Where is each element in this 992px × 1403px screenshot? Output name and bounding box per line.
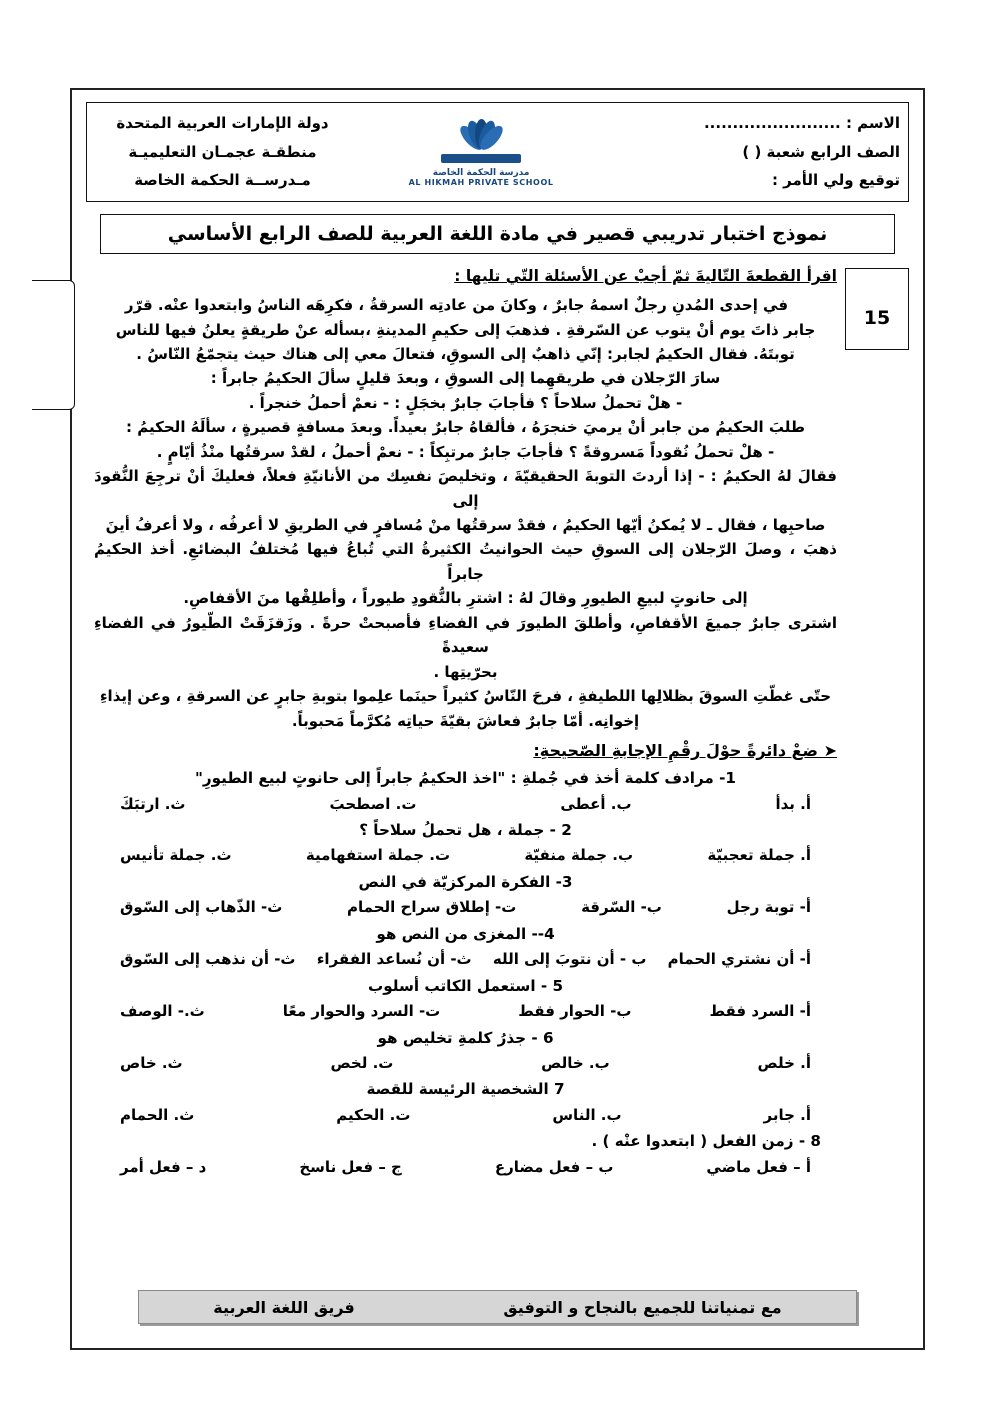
option-b[interactable]: ب- الحوار فقط (518, 1002, 632, 1021)
reading-instruction: اقرأ القطعةَ التّاليةَ ثمّ أجبْ عن الأسئلة التّي تليها : (454, 267, 837, 285)
passage-line: اشترى جابرٌ جميعَ الأقفاصِ، وأطلقَ الطيورَ في الفضاءِ فأصبحتْ حرةً . وزَقزَقَتْ الطّيورُ في الفضاءِ سعيدةً (94, 613, 837, 657)
question-options (94, 843, 837, 867)
question-text: 7 الشخصية الرئيسة للقصة (366, 1080, 565, 1099)
option-d[interactable]: ث- أن نذهب إلى السّوق (120, 950, 296, 969)
option-a[interactable]: أ. خلص (757, 1054, 811, 1073)
option-d[interactable]: ث. الحمام (120, 1106, 195, 1125)
question-options (94, 1103, 837, 1127)
option-d[interactable]: ث.- الوصف (120, 1002, 205, 1021)
passage-line: ذهبَ ، وصلَ الرّجلان إلى السوقِ حيث الحوانيتُ الكثيرةُ التي تُباعُ فيها مُختلفُ البضائعِ. أخذ الحكيمُ جابراً (94, 540, 837, 583)
header-student-info (604, 103, 908, 201)
option-c[interactable]: ت. جملة استفهامية (305, 846, 451, 865)
document-header (86, 102, 909, 202)
passage-line: فقالَ لهُ الحكيمُ : - إذا أردتَ التوبةَ الحقيقيّةَ ، وتخليصَ نفسِك من الأنانيّةِ فعلاً، فعليكَ أنْ ترجِعَ النُّقودَ إلى (94, 467, 837, 510)
passage-line: جابر ذاتَ يوم أنْ يتوب عن السّرقةِ . فذهبَ إلى حكيمِ المدينةِ ،بسأله عنْ طريقةٍ يعلنُ فيها للناس (115, 320, 816, 339)
question-text: 6 - جذرُ كلمةِ تخليص هو (377, 1028, 554, 1047)
header-authority-info (87, 103, 358, 201)
question-options (94, 1051, 837, 1075)
page-title: نموذج اختبار تدريبي قصير في مادة اللغة العربية للصف الرابع الأساسي (167, 223, 828, 245)
question-options (94, 1155, 837, 1179)
question-options (94, 895, 837, 919)
option-d[interactable]: د – فعل أمر (120, 1157, 207, 1176)
option-a[interactable]: أ. جابر (763, 1106, 811, 1125)
question-options (94, 792, 837, 816)
reading-passage (94, 293, 837, 733)
passage-line: في إحدى المُدنِ رجلٌ اسمهُ جابرٌ ، وكانَ من عادتِه السرقةُ ، فكرِهَه الناسُ وابتعدوا عنْه. قرّر (124, 296, 789, 315)
document-footer (138, 1290, 857, 1324)
guardian-signature-line: توقيع ولي الأمر : (771, 171, 900, 190)
questions-instruction (94, 738, 837, 764)
passage-line: إلى حانوتٍ لبيعِ الطيورِ وقالَ لهُ : اشترِ بالنُّقودِ طيوراً ، وأطلِقْها منَ الأقفاصِ. (183, 589, 748, 608)
option-a[interactable]: أ – فعل ماضي (706, 1157, 811, 1176)
questions-instruction-text: ضعْ دائرةً حوْلَ رقْمِ الإجابةِ الصّحيحةِ: (533, 740, 819, 760)
country-line: دولة الإمارات العربية المتحدة (116, 114, 329, 133)
page-side-tab (32, 280, 75, 410)
question-2 (94, 818, 837, 868)
question-text: 8 - زمن الفعل ( ابتعدوا عنْه ) . (591, 1132, 821, 1151)
footer-team-text: فريق اللغة العربية (213, 1297, 355, 1317)
option-c[interactable]: ث- أن نُساعد الفقراء (316, 950, 472, 969)
option-c[interactable]: ت. لخص (330, 1054, 394, 1073)
passage-line: - هلْ تحملُ نُقوداً مَسروقةً ؟ فأجابَ جابرٌ مرتبِكاً : - نعمْ أحملُ ، لقدْ سرقتُها منْذُ أيّامٍ . (156, 442, 775, 461)
option-d[interactable]: ث. خاص (120, 1054, 183, 1073)
question-text: 1- مرادف كلمة أخذ في جُملةِ : "اخذ الحكيمُ جابراً إلى حانوتٍ لبيع الطيورِ" (195, 768, 736, 787)
passage-line: بحرّيتِها . (433, 662, 498, 681)
footer-wish-text: مع تمنياتنا للجميع بالنجاح و التوفيق (503, 1297, 782, 1317)
option-c[interactable]: ت- إطلاق سراح الحمام (347, 898, 517, 917)
student-class-line: الصف الرابع شعبة ( ) (742, 142, 900, 161)
option-c[interactable]: ت. الحكيم (336, 1106, 411, 1125)
option-b[interactable]: ب. خالص (541, 1054, 610, 1073)
question-text: 3- الفكرة المركزيّة في النص (358, 872, 573, 891)
question-1 (94, 766, 837, 816)
exam-title-bar (100, 214, 895, 254)
question-3 (94, 870, 837, 920)
option-d[interactable]: ث. ارتبَكَ (120, 794, 186, 813)
question-options (94, 999, 837, 1023)
passage-line: سارَ الرّجلان في طريقهِما إلى السوقِ ، وبعدَ قليلٍ سألَ الحكيمُ جابراً : (210, 369, 721, 388)
question-8 (94, 1129, 837, 1179)
passage-line: طلبَ الحكيمُ من جابر أنْ يرميَ خنجرَهُ ، فألقاهُ جابرٌ بعيداً. وبعدَ مسافةٍ قصيرةٍ ، سألَهُ الحكيمُ : (126, 418, 805, 437)
question-4 (94, 922, 837, 972)
option-a[interactable]: أ- توبة رجل (726, 898, 811, 917)
option-a[interactable]: أ- السرد فقط (709, 1002, 811, 1021)
passage-line: إخوانِه. أمّا جابرٌ فعاشَ بقيّةَ حياتِه مُكرَّماً مَحبوباً. (291, 711, 640, 730)
option-a[interactable]: أ. جملة تعجبيّة (707, 846, 811, 865)
question-text: 2 - جملة ، هل تحملُ سلاحاً ؟ (359, 820, 572, 839)
option-c[interactable]: ت. اصطحبَ (329, 794, 417, 813)
school-line: مـدرســة الحكمة الخاصة (134, 171, 311, 190)
question-text: 5 - استعمل الكاتب أسلوب (367, 976, 564, 995)
question-6 (94, 1026, 837, 1076)
option-b[interactable]: ب - أن نتوبَ إلى الله (492, 950, 647, 969)
option-d[interactable]: ث- الذّهاب إلى السّوق (120, 898, 283, 917)
zone-line: منطقـة عجمـان التعليميـة (128, 142, 317, 161)
question-options (94, 947, 837, 971)
option-a[interactable]: أ- أن نشتري الحمام (667, 950, 811, 969)
question-7 (94, 1077, 837, 1127)
option-b[interactable]: ب. أعطى (560, 794, 632, 813)
option-d[interactable]: ث. جملة تأنيس (120, 846, 232, 865)
passage-line: صاحبِها ، فقال ـ لا يُمكنُ أيّها الحكيمُ ، فقدْ سرقتُها منْ مُسافرٍ في الطريقِ لا أعرفُه ، ولا أعرفُ أينَ (105, 516, 826, 535)
arrow-icon: ➤ (823, 740, 837, 760)
school-logo (358, 103, 604, 201)
logo-arabic-text: مدرسة الحكمة الخاصة (432, 168, 530, 178)
option-a[interactable]: أ. بدأ (775, 794, 811, 813)
option-b[interactable]: ب – فعل مضارع (494, 1157, 614, 1176)
passage-line: - هلْ تحملُ سلاحاً ؟ فأجابَ جابرٌ بخجَلٍ : - نعمْ أحملُ خنجراً . (248, 393, 683, 412)
exam-page (70, 88, 925, 1350)
option-b[interactable]: ب- السّرقة (581, 898, 662, 917)
option-b[interactable]: ب. جملة منفيّة (524, 846, 634, 865)
logo-flower-icon (435, 117, 527, 167)
question-text: 4-- المغزى من النص هو (376, 924, 555, 943)
student-name-line: الاسم : ........................ (703, 114, 900, 133)
question-5 (94, 974, 837, 1024)
total-mark-box (845, 268, 909, 350)
exam-content (94, 264, 837, 1179)
option-c[interactable]: ج – فعل ناسخ (299, 1157, 402, 1176)
passage-line: حتّى غطّتِ السوقَ بظلالِها اللطيفةِ ، فرحَ النّاسُ كثيراً حينَما علِموا بتوبةِ جابرٍ عن السرقةِ ، وعن إيذاءِ (99, 687, 832, 706)
passage-line: توبتَهُ. فقال الحكيمُ لجابر: إنّي ذاهبٌ إلى السوقِ، فتعالَ معي إلى هناك حيث يتجمّعُ النّاسُ . (136, 344, 795, 363)
logo-english-text: AL HIKMAH PRIVATE SCHOOL (408, 178, 554, 187)
total-mark-value: 15 (863, 307, 891, 329)
option-b[interactable]: ب. الناس (552, 1106, 622, 1125)
option-c[interactable]: ت- السرد والحوار معًا (282, 1002, 441, 1021)
